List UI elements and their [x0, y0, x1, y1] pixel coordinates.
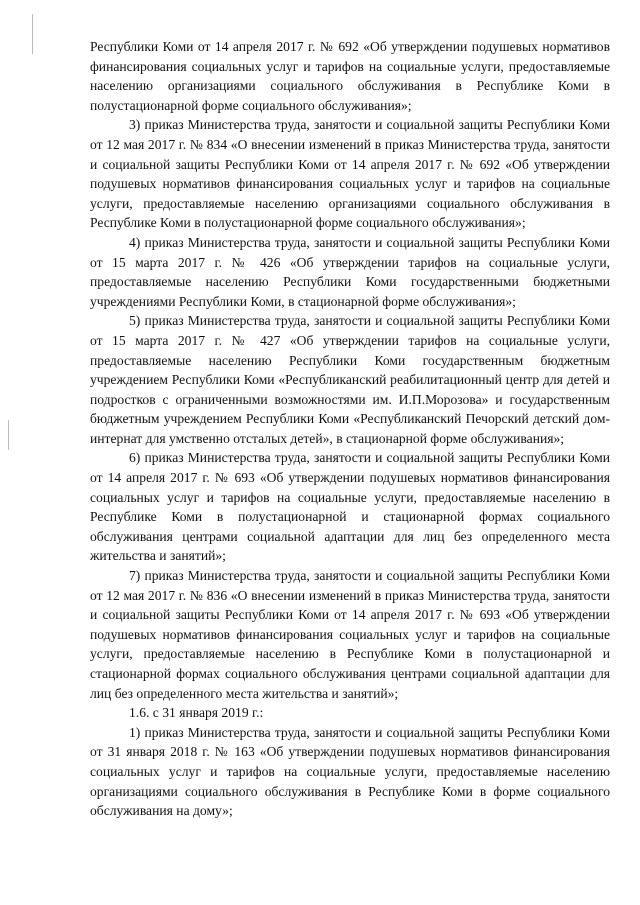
paragraph-item-5: 5) приказ Министерства труда, занятости и социальной защиты Республики Коми от 15 марта 2017 г. № 427 «Об утверждении тарифов на социальные услуги, предоставляемые населению Республики Коми государственным бюджетным учреждением Республики Коми «Республиканский реабилитационный центр для детей и подростков с ограниченными возможностями им. И.П.Морозова» и государственным бюджетным учреждением Республики Коми «Республиканский Печорский детский дом-интернат для умственно отсталых детей», в стационарной форме обслуживания»;	[90, 313, 610, 446]
paragraph-continued: Республики Коми от 14 апреля 2017 г. № 692 «Об утверждении подушевых нормативов финансирования социальных услуг и тарифов на социальные услуги, предоставляемые населению организациями социального обслуживания в Республике Коми в полустационарной форме социального обслуживания»;	[90, 39, 610, 113]
paragraph-item-4: 4) приказ Министерства труда, занятости и социальной защиты Республики Коми от 15 марта 2017 г. № 426 «Об утверждении тарифов на социальные услуги, предоставляемые населению Республики Коми государственными бюджетными учреждениями Республики Коми, в стационарной форме обслуживания»;	[90, 234, 610, 309]
scan-margin-mark-middle	[8, 420, 9, 450]
paragraph-item-7: 7) приказ Министерства труда, занятости и социальной защиты Республики Коми от 12 мая 2017 г. № 836 «О внесении изменений в приказ Министерства труда, занятости и социальной защиты Республики Коми от 14 апреля 2017 г. № 693 «Об утверждении подушевых нормативов финансирования социальных услуг и тарифов на социальные услуги, предоставляемые населению в Республике Коми в полустационарной и стационарной формах социального обслуживания центрами социальной адаптации для лиц без определенного места жительства и занятий»;	[90, 568, 610, 701]
document-page	[90, 37, 610, 821]
paragraph-item-3: 3) приказ Министерства труда, занятости и социальной защиты Республики Коми от 12 мая 2017 г. № 834 «О внесении изменений в приказ Министерства труда, занятости и социальной защиты Республики Коми от 14 апреля 2017 г. № 692 «Об утверждении подушевых нормативов финансирования социальных услуг и тарифов на социальные услуги, предоставляемые населению организациями социального обслуживания в Республике Коми в полустационарной форме социального обслуживания»;	[90, 117, 610, 231]
section-heading-1-6: 1.6. с 31 января 2019 г.:	[129, 705, 264, 721]
scan-margin-mark-top	[32, 14, 33, 54]
paragraph-item-6: 6) приказ Министерства труда, занятости и социальной защиты Республики Коми от 14 апреля 2017 г. № 693 «Об утверждении подушевых нормативов финансирования социальных услуг и тарифов на социальные услуги, предоставляемые населению в Республике Коми в полустационарной и стационарной формах социального обслуживания центрами социальной адаптации для лиц без определенного места жительства и занятий»;	[90, 450, 610, 564]
paragraph-item-1: 1) приказ Министерства труда, занятости и социальной защиты Республики Коми от 31 января 2018 г. № 163 «Об утверждении подушевых нормативов финансирования социальных услуг и тарифов на социальные услуги, предоставляемые населению организациями социального обслуживания в Республике Коми в форме социального обслуживания на дому»;	[90, 724, 610, 819]
